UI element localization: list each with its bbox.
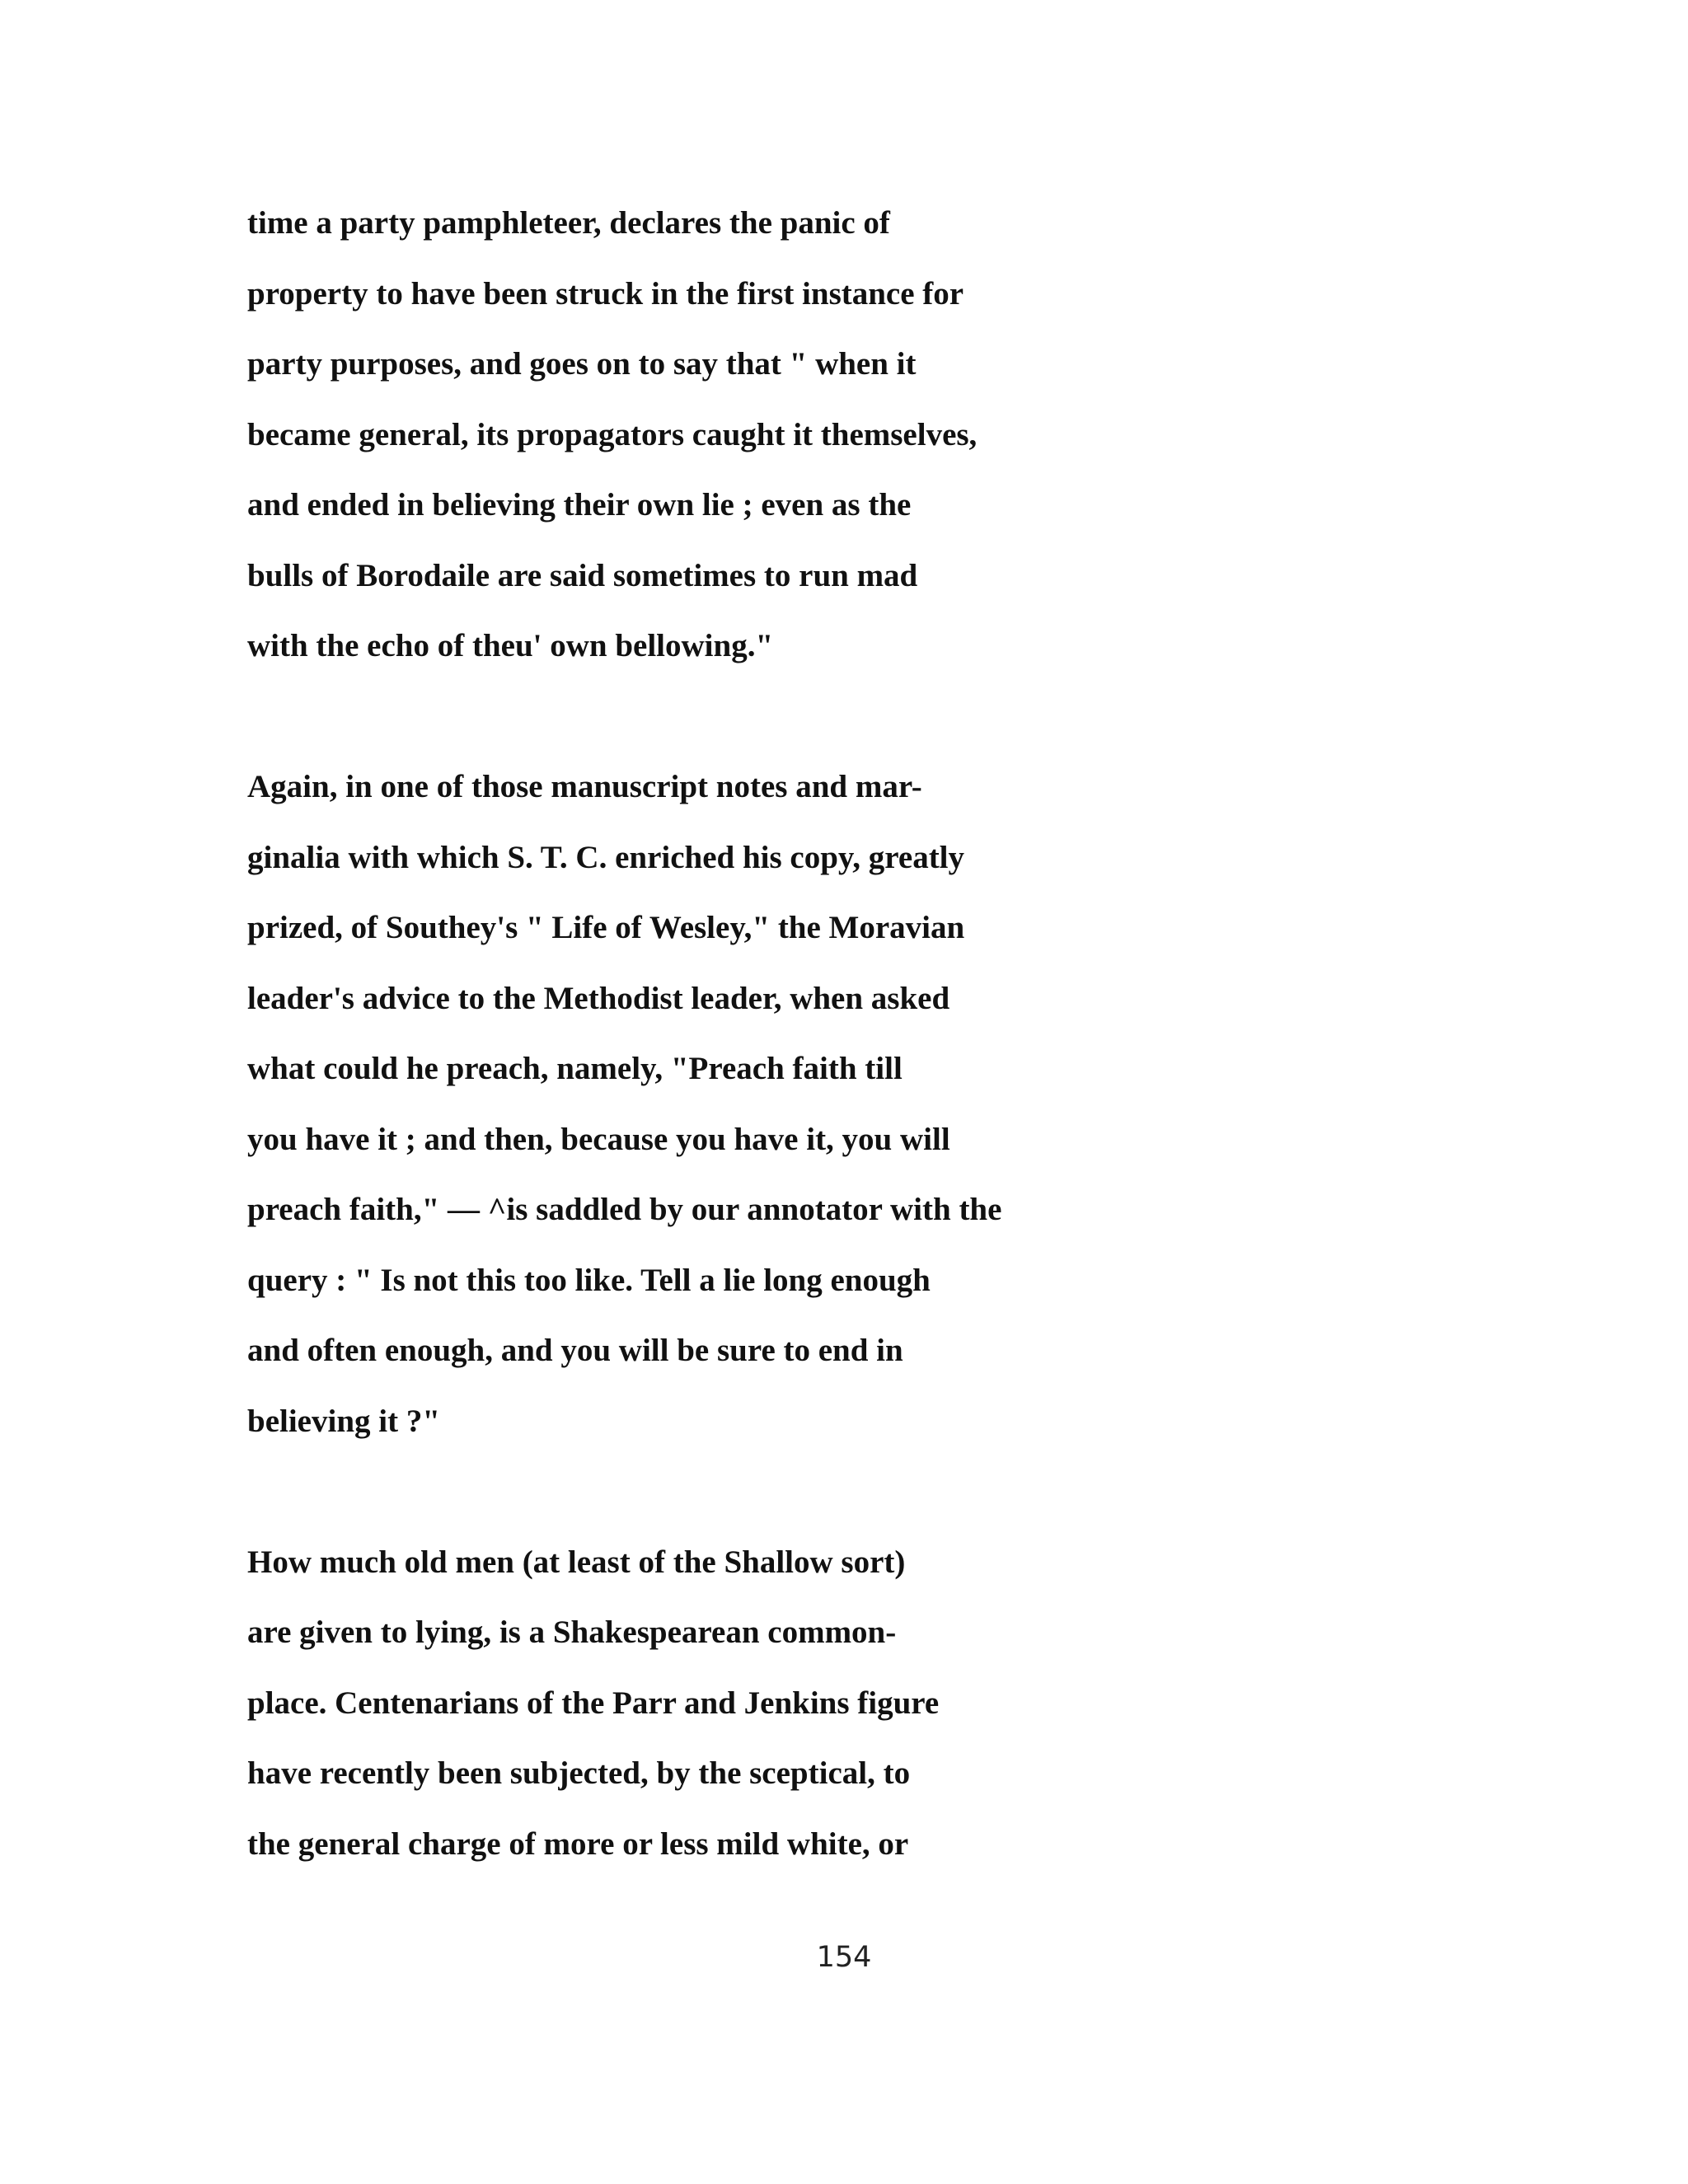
text-line: and often enough, and you will be sure to end in xyxy=(247,1333,903,1368)
text-line: ginalia with which S. T. C. enriched his copy, greatly xyxy=(247,839,965,875)
text-line: party purposes, and goes on to say that " when it xyxy=(247,346,917,382)
paragraph-3 xyxy=(247,1527,1484,1880)
text-line: what could he preach, namely, "Preach faith till xyxy=(247,1051,903,1086)
text-line: the general charge of more or less mild white, or xyxy=(247,1825,909,1862)
text-line: Again, in one of those manuscript notes and mar- xyxy=(247,769,922,804)
text-line: preach faith," — ^is saddled by our annotator with the xyxy=(247,1192,1002,1227)
text-line: bulls of Borodaile are said sometimes to run mad xyxy=(247,557,918,593)
page-body-text xyxy=(247,188,1484,1950)
page-number: 154 xyxy=(816,1941,872,1974)
paragraph-1 xyxy=(247,188,1484,682)
text-line: you have it ; and then, because you have it, you will xyxy=(247,1121,950,1157)
text-line: and ended in believing their own lie ; even as the xyxy=(247,487,912,523)
text-line: with the echo of theu' own bellowing." xyxy=(247,628,774,663)
text-line: are given to lying, is a Shakespearean common- xyxy=(247,1615,897,1650)
text-line: believing it ?" xyxy=(247,1403,440,1439)
text-line: became general, its propagators caught it themselves, xyxy=(247,416,978,452)
text-line: property to have been struck in the first instance for xyxy=(247,275,964,312)
text-line: How much old men (at least of the Shallow sort) xyxy=(247,1544,906,1580)
text-line: query : " Is not this too like. Tell a lie long enough xyxy=(247,1262,931,1298)
text-line: leader's advice to the Methodist leader, when asked xyxy=(247,980,950,1016)
text-line: have recently been subjected, by the sceptical, to xyxy=(247,1755,911,1791)
paragraph-2 xyxy=(247,752,1484,1456)
text-line: time a party pamphleteer, declares the panic of xyxy=(247,205,890,241)
text-line: place. Centenarians of the Parr and Jenkins figure xyxy=(247,1685,940,1721)
text-line: prized, of Southey's " Life of Wesley," the Moravian xyxy=(247,910,965,945)
